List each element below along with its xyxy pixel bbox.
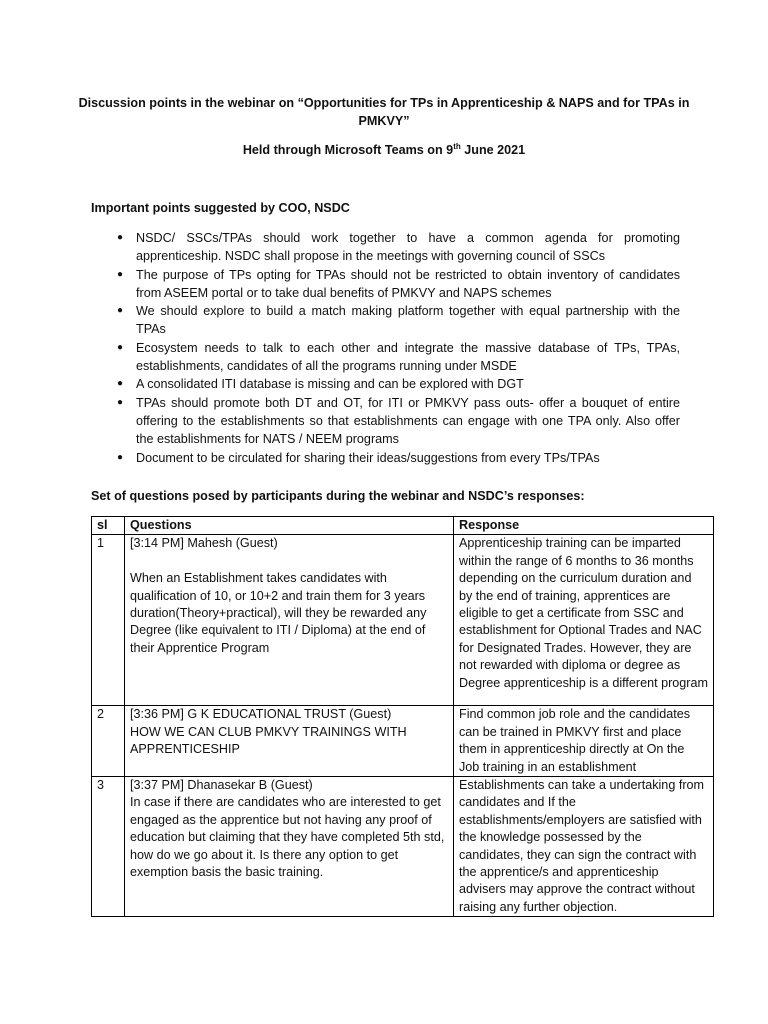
row-response: Establishments can take a undertaking from candidates and If the establishments/employers are satisfied with the knowledge possessed by the candidates, they can sign the contract with the apprentice/s and apprenticeship advisers may approve the contract without raising any further objection (459, 778, 705, 914)
held-through-line (60, 141, 708, 159)
title-line-2: PMKVY” (358, 114, 410, 128)
response-end-mark: . (613, 899, 618, 914)
question-asker: [3:14 PM] Mahesh (Guest) (130, 536, 278, 551)
document-title (60, 94, 708, 130)
question-text: When an Establishment takes candidates with qualification of 10, or 10+2 and train them for 3 years duration(Theory+practical), will they be rewarded any Degree (like equivalent to ITI / Diploma) at the end of their Apprentice Program (130, 571, 427, 655)
question-text: In case if there are candidates who are interested to get engaged as the apprentice but not having any proof of education but claiming that they have completed 5th std, how do we go about it. Is there any option to get exemption basis the basic training. (130, 795, 445, 880)
bullet-icon: ● (117, 396, 124, 408)
bullet-icon: ● (117, 232, 124, 243)
bullet-text: Document to be circulated for sharing their ideas/suggestions from every TPs/TPAs (136, 450, 600, 465)
table-row (92, 777, 714, 917)
bullet-icon: ● (117, 305, 124, 317)
bullet-item (117, 266, 680, 303)
section-heading-coo-points: Important points suggested by COO, NSDC (91, 201, 350, 215)
row-sl: 3 (92, 777, 125, 917)
column-header-questions: Questions (125, 517, 454, 535)
table-row (92, 706, 714, 777)
table-header-row (92, 517, 714, 535)
row-sl: 1 (92, 535, 125, 706)
title-line-1: Discussion points in the webinar on “Opportunities for TPs in Apprenticeship & NAPS and for TPAs in (78, 96, 690, 110)
bullet-text: We should explore to build a match making platform together with equal partnership with the TPAs (136, 304, 680, 337)
row-question-cell (125, 706, 454, 777)
held-date-superscript: th (453, 141, 461, 151)
held-prefix: Held through Microsoft Teams on 9 (242, 143, 454, 157)
question-asker: [3:36 PM] G K EDUCATIONAL TRUST (Guest) (130, 707, 392, 722)
row-response: Find common job role and the candidates can be trained in PMKVY first and place them in apprenticeship directly at On the Job training in an establishment (454, 706, 714, 777)
row-question-cell (125, 777, 454, 917)
coo-points-list (117, 229, 680, 467)
bullet-text: A consolidated ITI database is missing and can be explored with DGT (136, 377, 524, 392)
section-heading-questions: Set of questions posed by participants during the webinar and NSDC’s responses: (91, 489, 585, 503)
row-response-cell (454, 777, 714, 917)
bullet-item (117, 394, 680, 449)
bullet-icon: ● (117, 451, 124, 463)
row-sl: 2 (92, 706, 125, 777)
question-asker: [3:37 PM] Dhanasekar B (Guest) (130, 778, 313, 793)
bullet-item (117, 375, 680, 393)
questions-table (91, 516, 714, 917)
column-header-sl: sl (92, 517, 125, 535)
bullet-icon: ● (117, 378, 124, 390)
table-row (92, 535, 714, 706)
row-question-cell (125, 535, 454, 706)
bullet-item (117, 449, 680, 467)
bullet-text: The purpose of TPs opting for TPAs should not be restricted to obtain inventory of candidates from ASEEM portal or to take dual benefits of PMKVY and NAPS schemes (136, 267, 680, 300)
bullet-icon: ● (117, 268, 124, 280)
bullet-text: Ecosystem needs to talk to each other and integrate the massive database of TPs, TPAs, establishments, candidates of all the programs running under MSDE (136, 340, 680, 374)
question-text: HOW WE CAN CLUB PMKVY TRAININGS WITH APPRENTICESHIP (130, 724, 407, 757)
bullet-item (117, 339, 680, 376)
bullet-item (117, 229, 680, 266)
bullet-text: NSDC/ SSCs/TPAs should work together to have a common agenda for promoting apprenticeship. NSDC shall propose in the meetings with governing council of SSCs (136, 231, 680, 264)
bullet-text: TPAs should promote both DT and OT, for ITI or PMKVY pass outs- offer a bouquet of entire offering to the establishments so that establishments can engage with one TPA only. Also offer the establishments for NATS / NEEM programs (136, 395, 680, 447)
column-header-response: Response (454, 517, 714, 535)
bullet-item (117, 302, 680, 339)
row-response: Apprenticeship training can be imparted within the range of 6 months to 36 months depending on the curriculum duration and by the end of training, apprentices are eligible to get a certificate from SSC and establishment for Optional Trades and NAC for Designated Trades. However, they are not rewarded with diploma or degree as Degree apprenticeship is a different program (454, 535, 714, 706)
held-suffix: June 2021 (460, 143, 526, 157)
bullet-icon: ● (117, 341, 124, 353)
